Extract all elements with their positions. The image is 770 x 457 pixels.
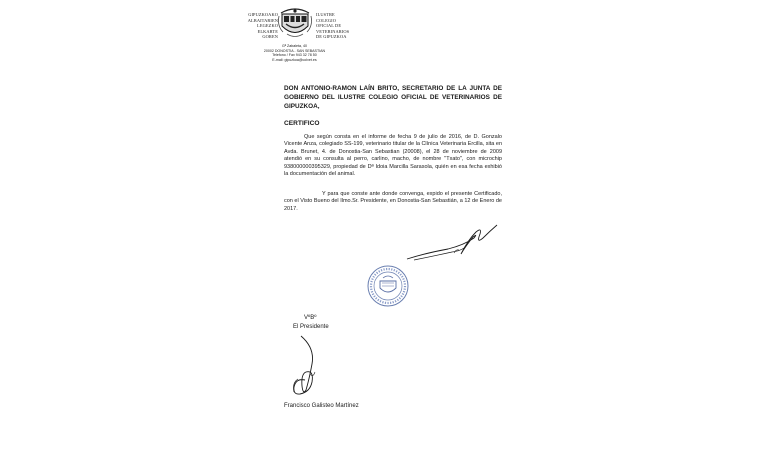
president-title: El Presidente xyxy=(293,324,329,330)
letterhead-spanish-name xyxy=(316,12,366,40)
letterhead-line: DE GIPUZKOA xyxy=(316,34,347,40)
certificate-closing-paragraph: Y para que conste ante donde convenga, expido el presente Certificado, con el Visto Bueno del Ilmo.Sr. Presidente, en Donostia-San Sebastián, a 12 de Enero de 2017. xyxy=(284,191,502,212)
letterhead-line: ALBAITARIEN xyxy=(247,17,278,23)
letterhead-address xyxy=(232,44,357,62)
address-line: Gª Zabaleta, 40 xyxy=(281,44,308,48)
certifico-label: CERTIFICO xyxy=(284,120,320,127)
address-line: Telefono / Fax 943 32 78 50 xyxy=(272,53,317,58)
letterhead-line: VETERINARIOS xyxy=(316,28,350,34)
address-line: 20002 DONOSTIA - SAN SEBASTIAN xyxy=(263,48,326,53)
letterhead-line: COLEGIO xyxy=(316,17,336,23)
address-line: E-mail: gipuzkoa@colvet.es xyxy=(272,57,317,62)
official-seal xyxy=(366,264,410,308)
document-heading: DON ANTONIO-RAMON LAÍN BRITO, SECRETARIO DE LA JUNTA DE GOBIERNO DEL ILUSTRE COLEGIO OFICIAL DE VETERINARIOS DE GIPUZKOA, xyxy=(284,85,502,111)
visto-bueno-label: VºBº xyxy=(304,315,317,321)
letterhead-line: ELKARTE xyxy=(257,28,278,34)
letterhead-line: ILUSTRE xyxy=(316,12,335,17)
letterhead-basque-name xyxy=(234,12,278,40)
letterhead-line: GIPUZKOAKO xyxy=(248,12,278,17)
letterhead-line: GOREN xyxy=(262,34,278,40)
signer-name: Francisco Galisteo Martínez xyxy=(284,403,359,409)
president-signature xyxy=(288,334,324,398)
letterhead-line: OFICIAL DE xyxy=(316,23,342,29)
coat-of-arms-logo xyxy=(277,8,313,40)
secretary-signature xyxy=(404,222,500,262)
letterhead-line: LEGEZKO xyxy=(257,23,278,29)
certificate-body-paragraph: Que según consta en el informe de fecha 9 de julio de 2016, de D. Gonzalo Vicente Anza, colegiado SS-199, veterinario titular de la Clínica Veterinaria Ercilla, sita en Avda. Brunet, 4. de Donostia-San Sebastian (20008), el 28 de noviembre de 2009 atendió en su consulta al perro, carlino, macho, de nombre "Txato", con microchip 938000000395329, propiedad de Dª Idoia Marcilla Sarasola, quién en esa fecha exhibió la documentación del animal. xyxy=(284,134,502,178)
